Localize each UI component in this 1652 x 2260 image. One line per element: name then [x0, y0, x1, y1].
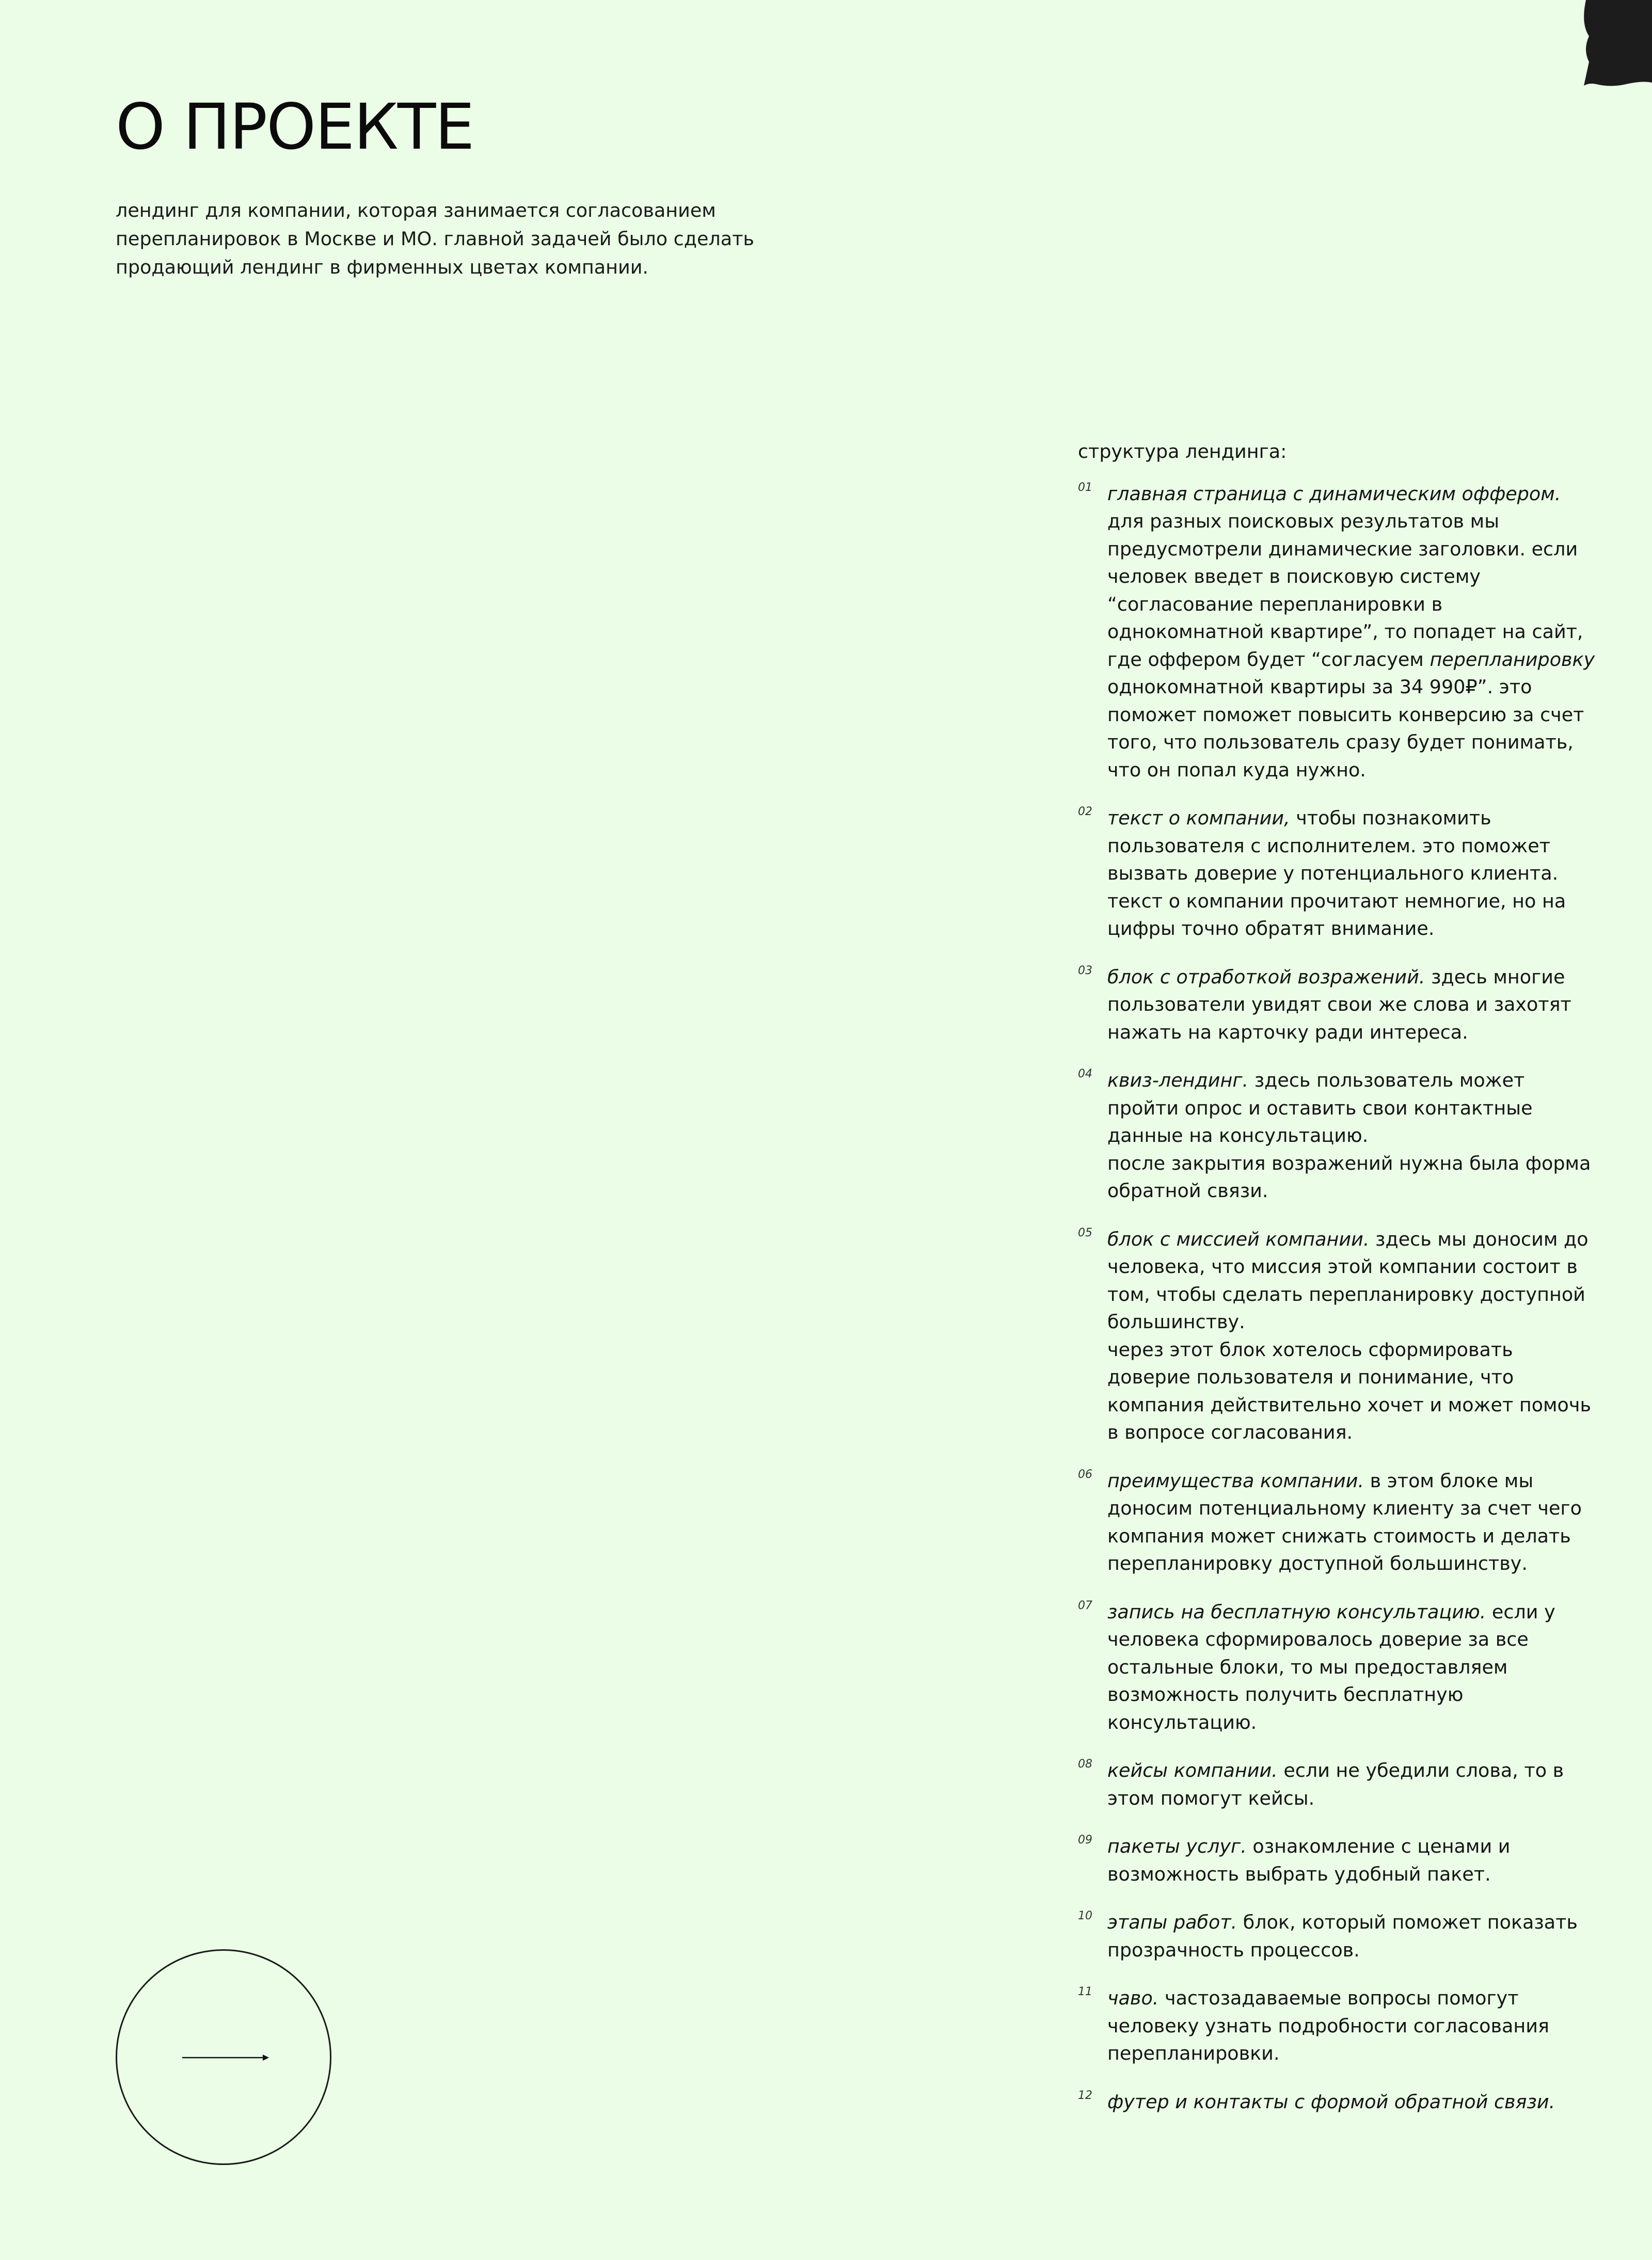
list-item	[1078, 963, 1599, 1046]
item-description: частозадаваемые вопросы помогут человеку узнать подробности согласования перепланировки.	[1107, 1987, 1549, 2064]
item-title: главная страница с динамическим оффером.	[1107, 482, 1561, 505]
item-number: 09	[1078, 1834, 1092, 1847]
structure-list	[1078, 480, 1599, 2116]
item-description: чтобы познакомить пользователя с исполнителем. это поможет вызвать доверие у потенциального клиента. текст о компании прочитают немногие, но на цифры точно обратят внимание.	[1107, 807, 1566, 940]
item-number: 02	[1078, 805, 1092, 818]
landing-structure	[1078, 438, 1599, 2136]
list-item	[1078, 804, 1599, 943]
list-item	[1078, 1067, 1599, 1205]
corner-flag-icon	[1559, 0, 1652, 93]
item-title: пакеты услуг.	[1107, 1835, 1247, 1857]
item-description: блок, который поможет показать прозрачность процессов.	[1107, 1911, 1578, 1961]
item-title: футер и контакты с формой обратной связи.	[1107, 2090, 1555, 2113]
list-item	[1078, 1598, 1599, 1737]
item-description: здесь пользователь может пройти опрос и оставить свои контактные данные на консультацию.	[1107, 1069, 1533, 1147]
item-number: 11	[1078, 1985, 1092, 1998]
item-description-extra: после закрытия возражений нужна была форма обратной связи.	[1107, 1152, 1591, 1202]
list-item	[1078, 2088, 1599, 2116]
item-description: для разных поисковых результатов мы предусмотрели динамические заголовки. если человек введет в поисковую систему “согласование перепланировки в однокомнатной квартире”, то попадет на сайт, где оффером будет “согласуем перепланировку однокомнатной квартиры за 34 990₽”. это поможет поможет повысить конверсию за счет того, что пользователь сразу будет понимать, что он попал куда нужно.	[1107, 510, 1595, 781]
item-number: 10	[1078, 1909, 1092, 1922]
structure-heading: структура лендинга:	[1078, 440, 1287, 463]
item-title: преимущества компании.	[1107, 1469, 1364, 1492]
item-title: текст о компании,	[1107, 807, 1290, 829]
item-title: кейсы компании.	[1107, 1759, 1278, 1781]
item-title: блок с миссией компании.	[1107, 1228, 1370, 1250]
item-number: 08	[1078, 1758, 1092, 1771]
item-description: здесь многие пользователи увидят свои же слова и захотят нажать на карточку ради интереса.	[1107, 965, 1571, 1043]
list-item	[1078, 1908, 1599, 1964]
item-description: если не убедили слова, то в этом помогут кейсы.	[1107, 1759, 1564, 1809]
item-description-extra: через этот блок хотелось сформировать доверие пользователя и понимание, что компания действительно хочет и может помочь в вопросе согласования.	[1107, 1338, 1591, 1443]
list-item	[1078, 1833, 1599, 1888]
item-title: блок с отработкой возражений.	[1107, 965, 1425, 988]
item-number: 05	[1078, 1226, 1092, 1239]
item-number: 06	[1078, 1468, 1092, 1481]
item-description: если у человека сформировалось доверие за все остальные блоки, то мы предоставляем возможность получить бесплатную консультацию.	[1107, 1600, 1555, 1733]
item-description: в этом блоке мы доносим потенциальному клиенту за счет чего компания может снижать стоимость и делать перепланировку доступной большинству.	[1107, 1469, 1582, 1574]
item-number: 04	[1078, 1068, 1092, 1080]
item-title: запись на бесплатную консультацию.	[1107, 1600, 1486, 1623]
list-item	[1078, 1757, 1599, 1812]
list-item	[1078, 480, 1599, 784]
project-intro: лендинг для компании, которая занимается согласованием перепланировок в Москве и МО. главной задачей было сделать продающий лендинг в фирменных цветах компании.	[116, 199, 754, 278]
item-number: 03	[1078, 964, 1092, 977]
list-item	[1078, 1226, 1599, 1446]
next-button[interactable]	[116, 1949, 331, 2165]
item-description: ознакомление с ценами и возможность выбрать удобный пакет.	[1107, 1835, 1511, 1885]
item-number: 01	[1078, 481, 1092, 494]
item-description: здесь мы доносим до человека, что миссия этой компании состоит в том, чтобы сделать перепланировку доступной большинству.	[1107, 1228, 1589, 1333]
item-title: этапы работ.	[1107, 1911, 1237, 1933]
arrow-right-icon	[182, 2050, 271, 2065]
item-description-emphasis: перепланировку	[1429, 648, 1595, 671]
item-number: 12	[1078, 2089, 1092, 2102]
item-number: 07	[1078, 1599, 1092, 1612]
list-item	[1078, 1467, 1599, 1578]
item-title: квиз-лендинг.	[1107, 1069, 1249, 1091]
list-item	[1078, 1984, 1599, 2067]
page-title: О ПРОЕКТЕ	[116, 90, 474, 164]
item-title: чаво.	[1107, 1987, 1159, 2009]
